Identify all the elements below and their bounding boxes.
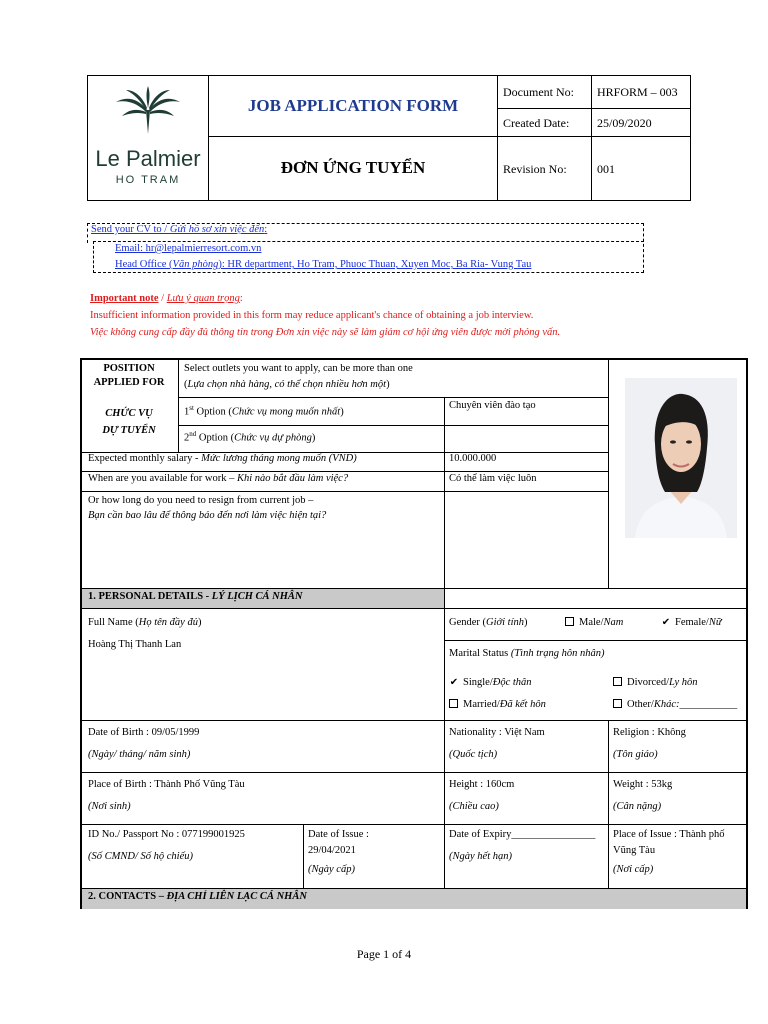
palm-logo-icon	[108, 86, 188, 136]
height-field[interactable]: Height : 160cm	[449, 779, 515, 790]
contacts-heading: 2. CONTACTS – ĐỊA CHỈ LIÊN LẠC CÁ NHÂN	[88, 891, 307, 902]
availability-label: When are you available for work – Khi nào bắt đầu làm việc?	[88, 473, 349, 484]
first-option-label: 1st Option (Chức vụ mong muốn nhất)	[184, 404, 344, 418]
logo-brand: Le Palmier	[95, 146, 201, 171]
form-title-vi: ĐƠN ỨNG TUYỂN	[280, 158, 426, 177]
gender-male-checkbox[interactable]: Male/Nam	[565, 617, 623, 628]
applicant-photo	[625, 378, 737, 538]
resign-period-label: Or how long do you need to resign from current job –	[88, 495, 314, 506]
revision-no-label: Revision No:	[503, 162, 567, 176]
resign-period-label-vi: Bạn cần bao lâu để thông báo đến nơi làm việc hiện tại?	[88, 510, 327, 521]
date-of-issue-vi: (Ngày cấp)	[308, 864, 355, 875]
send-cv-heading: Send your CV to / Gửi hồ sơ xin việc đến:	[91, 224, 268, 235]
place-of-issue-value-2: Vũng Tàu	[613, 845, 656, 856]
date-of-expiry-field[interactable]: Date of Expiry________________	[449, 829, 596, 840]
important-note-label: Important note / Lưu ý quan trọng:	[90, 293, 243, 304]
first-option-value[interactable]: Chuyên viên đào tạo	[449, 400, 536, 411]
checkbox-icon	[613, 677, 622, 686]
date-of-issue-value[interactable]: 29/04/2021	[308, 845, 356, 856]
document-no-value: HRFORM – 003	[597, 85, 678, 99]
date-of-expiry-vi: (Ngày hết hạn)	[449, 851, 512, 862]
height-vi: (Chiều cao)	[449, 801, 499, 812]
full-name-label: Full Name (Họ tên đầy đủ)	[88, 617, 202, 628]
second-option-label: 2nd Option (Chức vụ dự phòng)	[184, 430, 316, 444]
created-date-value: 25/09/2020	[597, 116, 652, 130]
marital-married-checkbox[interactable]: Married/Đã kết hôn	[449, 699, 546, 710]
date-of-issue-label: Date of Issue :	[308, 829, 369, 840]
important-note-en: Insufficient information provided in this form may reduce applicant's chance of obtaining a job interview.	[90, 310, 534, 321]
document-header	[87, 75, 691, 201]
date-of-birth-field[interactable]: Date of Birth : 09/05/1999	[88, 727, 200, 738]
checkmark-icon: ✔	[449, 677, 459, 688]
gender-label: Gender (Giới tính)	[449, 617, 528, 628]
religion-vi: (Tôn giáo)	[613, 749, 658, 760]
full-name-value[interactable]: Hoàng Thị Thanh Lan	[88, 639, 182, 650]
availability-value[interactable]: Có thể làm việc luôn	[449, 473, 537, 484]
position-label-vi: CHỨC VỤ	[105, 408, 153, 419]
place-of-issue-vi: (Nơi cấp)	[613, 864, 654, 875]
expected-salary-label: Expected monthly salary - Mức lương tháng mong muốn (VND)	[88, 453, 357, 464]
select-outlets-text: Select outlets you want to apply, can be more than one	[184, 363, 413, 374]
checkbox-icon	[449, 699, 458, 708]
weight-vi: (Cân nặng)	[613, 801, 662, 812]
checkmark-icon: ✔	[661, 617, 671, 628]
logo-subtitle: HO TRAM	[115, 174, 181, 186]
marital-status-label: Marital Status (Tình trạng hôn nhân)	[449, 648, 605, 659]
religion-field[interactable]: Religion : Không	[613, 727, 686, 738]
position-label: POSITION	[103, 363, 155, 374]
revision-no-value: 001	[597, 162, 615, 176]
place-of-issue-field[interactable]: Place of Issue : Thành phố	[613, 829, 725, 840]
date-of-birth-vi: (Ngày/ tháng/ năm sinh)	[88, 749, 191, 760]
select-outlets-text-vi: (Lựa chọn nhà hàng, có thể chọn nhiều hơn một)	[184, 379, 390, 390]
checkbox-icon	[613, 699, 622, 708]
created-date-label: Created Date:	[503, 116, 570, 130]
document-no-label: Document No:	[503, 85, 574, 99]
form-title-en: JOB APPLICATION FORM	[247, 96, 459, 115]
marital-divorced-checkbox[interactable]: Divorced/Ly hôn	[613, 677, 698, 688]
position-label-2: APPLIED FOR	[93, 377, 165, 388]
place-of-birth-field[interactable]: Place of Birth : Thành Phố Vũng Tàu	[88, 779, 245, 790]
id-passport-field[interactable]: ID No./ Passport No : 077199001925	[88, 829, 245, 840]
email-link[interactable]: Email: hr@lepalmierresort.com.vn	[115, 243, 262, 254]
id-passport-vi: (Số CMND/ Số hộ chiếu)	[88, 851, 193, 862]
personal-details-heading: 1. PERSONAL DETAILS - LÝ LỊCH CÁ NHÂN	[88, 591, 303, 602]
position-label-vi-2: DỰ TUYỂN	[102, 425, 156, 436]
expected-salary-value[interactable]: 10.000.000	[449, 453, 497, 464]
page-number: Page 1 of 4	[356, 947, 412, 961]
checkbox-icon	[565, 617, 574, 626]
marital-single-checkbox[interactable]: ✔ Single/Độc thân	[449, 677, 532, 688]
nationality-vi: (Quốc tịch)	[449, 749, 498, 760]
place-of-birth-vi: (Nơi sinh)	[88, 801, 131, 812]
gender-female-checkbox[interactable]: ✔ Female/Nữ	[661, 617, 722, 628]
head-office-link[interactable]: Head Office (Văn phòng): HR department, Ho Tram, Phuoc Thuan, Xuyen Moc, Ba Ria- Vung Tau	[115, 259, 532, 270]
weight-field[interactable]: Weight : 53kg	[613, 779, 673, 790]
nationality-field[interactable]: Nationality : Việt Nam	[449, 727, 545, 738]
marital-other-checkbox[interactable]: Other/Khác:___________	[613, 699, 737, 710]
important-note-vi: Việc không cung cấp đầy đủ thông tin trong Đơn xin việc này sẽ làm giảm cơ hội ứng viên được mời phỏng vấn.	[90, 327, 561, 338]
